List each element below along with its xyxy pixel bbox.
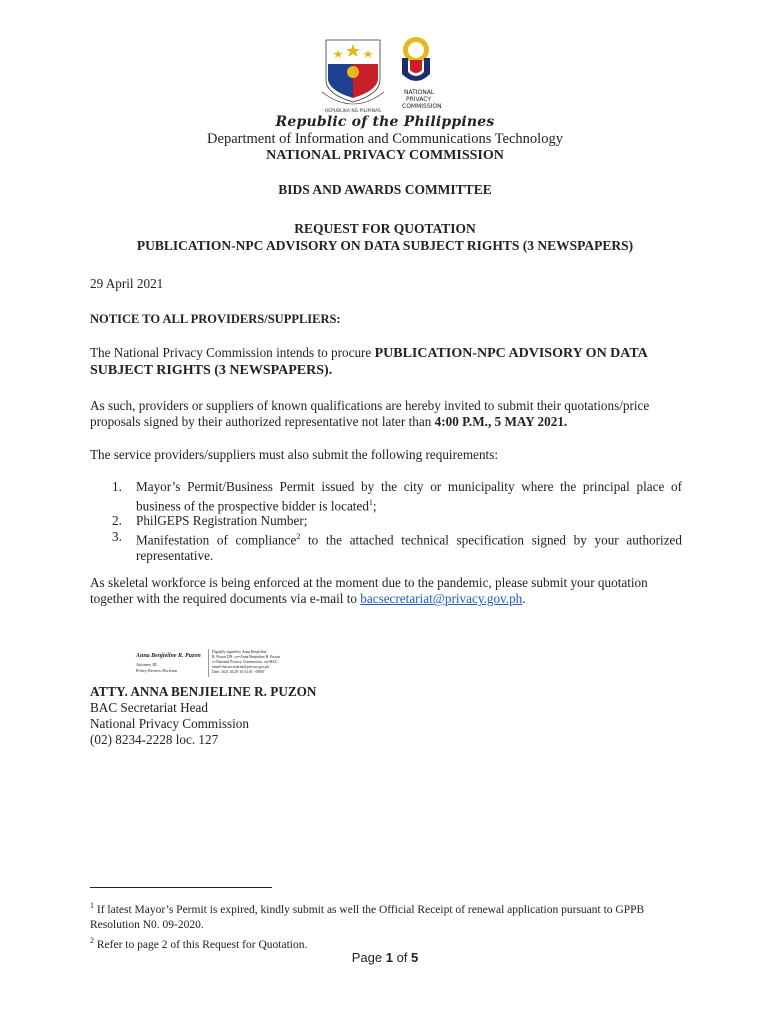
invitation-text: As such, providers or suppliers of known qualifications are hereby invited to submit their quotations/price proposals signed by their authorized representative not later than <box>90 398 650 429</box>
notice-heading: NOTICE TO ALL PROVIDERS/SUPPLIERS: <box>90 312 341 326</box>
list-number: 3. <box>112 528 122 544</box>
requirement-tail: ; <box>372 497 377 513</box>
digital-signature <box>136 649 356 679</box>
signature-detail: o=National Privacy Commission, ou=BAC <box>212 660 278 664</box>
committee-heading: BIDS AND AWARDS COMMITTEE <box>278 182 492 197</box>
signatory-name: ATTY. ANNA BENJIELINE R. PUZON <box>90 684 317 699</box>
page-of: of <box>392 950 412 965</box>
footnote-text: If latest Mayor’s Permit is expired, kindly submit as well the Official Receipt of renewal application pursuant to GPPB Resolution N0. 09-2020. <box>90 903 645 931</box>
philippine-seal-icon <box>322 40 384 104</box>
footnote-text: Refer to page 2 of this Request for Quotation. <box>94 938 308 951</box>
list-item <box>90 513 682 529</box>
footnote-ref: 1 <box>368 497 373 507</box>
signature-detail: Digitally signed by Anna Benjieline <box>212 650 267 654</box>
submission-text: As skeletal workforce is being enforced at the moment due to the pandemic, please submit your quotation together with the required documents via e-mail to <box>90 575 648 606</box>
invitation-paragraph <box>90 398 682 430</box>
signatory-block <box>90 684 316 748</box>
signature-detail: email=bacsecretariat@privacy.gov.ph <box>212 665 270 669</box>
footnote-ref: 2 <box>296 531 301 541</box>
intro-text: The National Privacy Commission intends to procure <box>90 345 375 360</box>
footnotes <box>90 898 690 953</box>
signatory-office: National Privacy Commission <box>90 716 249 731</box>
document-type-heading: REQUEST FOR QUOTATION <box>294 221 476 236</box>
seal-text: REPUBLIKA NG PILIPINAS <box>325 109 381 114</box>
npc-logo-line-3: COMMISSION <box>402 103 442 110</box>
department-heading: Department of Information and Communications Technology <box>207 131 563 147</box>
page-total: 5 <box>411 950 419 965</box>
agency-heading: NATIONAL PRIVACY COMMISSION <box>266 148 504 163</box>
list-number: 1. <box>112 479 122 494</box>
requirement-text: Manifestation of compliance <box>136 532 297 548</box>
signature-divider <box>208 649 209 677</box>
page-current: 1 <box>385 950 393 965</box>
signature-name: Anna Benjieline R. Puzon <box>136 653 201 659</box>
npc-logo-icon <box>402 37 430 81</box>
npc-logo-line-1: NATIONAL <box>404 89 435 96</box>
list-number: 2. <box>112 513 122 529</box>
requirement-text: PhilGEPS Registration Number; <box>136 513 308 529</box>
letter-date: 29 April 2021 <box>90 276 164 291</box>
document-subject-heading: PUBLICATION-NPC ADVISORY ON DATA SUBJECT RIGHTS (3 NEWSPAPERS) <box>136 238 634 253</box>
list-item <box>90 479 682 513</box>
intro-paragraph <box>90 345 682 379</box>
procurement-item: PUBLICATION-NPC ADVISORY ON DATA SUBJECT RIGHTS (3 NEWSPAPERS). <box>90 346 647 378</box>
submission-paragraph <box>90 575 682 607</box>
footnote-mark: 1 <box>90 901 94 910</box>
page-number <box>0 950 770 965</box>
submission-end: . <box>522 591 526 606</box>
npc-logo-line-2: PRIVACY <box>406 96 432 103</box>
signature-division: Policy Review Division <box>136 668 178 673</box>
signature-detail: R. Puzon DN: cn=Anna Benjieline R. Puzon <box>212 655 280 659</box>
signatory-title: BAC Secretariat Head <box>90 700 208 715</box>
list-item <box>90 529 682 563</box>
requirements-list <box>90 479 682 563</box>
letterhead-logos <box>318 32 458 116</box>
requirement-text-cont: to the attached technical specification signed by your authorized representative. <box>136 532 682 563</box>
requirement-text: Mayor’s Permit/Business Permit issued by the city or municipality where the principal place of business of the prospective bidder is located <box>136 479 682 513</box>
page-label: Page <box>351 950 386 965</box>
signature-title: Attorney III <box>136 662 157 667</box>
republic-heading: Republic of the Philippines <box>275 114 495 130</box>
email-link[interactable]: bacsecretariat@privacy.gov.ph <box>360 591 523 606</box>
deadline: 4:00 P.M., 5 MAY 2021. <box>434 414 568 429</box>
requirements-intro: The service providers/suppliers must also submit the following requirements: <box>90 447 499 462</box>
footnote-mark: 2 <box>90 935 94 945</box>
signatory-phone: (02) 8234-2228 loc. 127 <box>90 732 219 747</box>
footnote-divider <box>90 887 272 888</box>
footnote-1 <box>90 898 690 933</box>
signature-detail: Date: 2021.04.29 16:33:01 +08'00' <box>212 670 265 674</box>
